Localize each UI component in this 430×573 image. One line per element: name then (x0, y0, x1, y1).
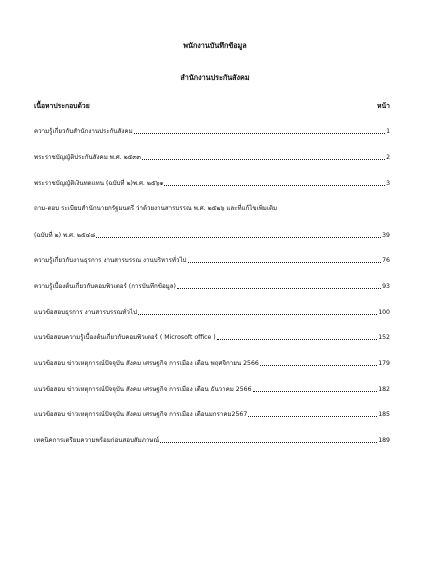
toc-leader-dots (248, 416, 377, 417)
toc-entry-page: 3 (386, 179, 390, 187)
toc-entry-page: 1 (386, 127, 390, 135)
toc-entry (34, 434, 390, 444)
toc-leader-dots (160, 442, 377, 443)
document-subtitle: สำนักงานประกันสังคม (180, 73, 250, 82)
toc-entry-page: 185 (378, 410, 390, 418)
toc-header-page: หน้า (377, 102, 390, 110)
toc-entry (34, 229, 390, 239)
toc-entry-label: แนวข้อสอบความรู้เบื้องต้นเกี่ยวกับคอมพิวเตอร์ ( Microsoft office ) (34, 333, 216, 341)
toc-entry-page: 182 (378, 385, 390, 393)
toc-entry (34, 408, 390, 418)
document-title: พนักงานบันทึกข้อมูล (183, 41, 247, 50)
toc-entry (34, 254, 390, 264)
toc-leader-dots (164, 185, 385, 186)
toc-entry-label: แนวข้อสอบธุรการ งานสารบรรณทั่วไป (34, 308, 137, 316)
toc-entry-page: 93 (382, 282, 390, 290)
toc-leader-dots (188, 262, 382, 263)
toc-entry (34, 306, 390, 316)
toc-entry-label: ความรู้เบื้องต้นเกี่ยวกับคอมพิวเตอร์ (การบันทึกข้อมูล) (34, 282, 176, 290)
toc-entry-label: พระราชบัญญัติเงินทดแทน (ฉบับที่ ๒)พ.ศ. ๒๕๖๑ (34, 179, 164, 187)
toc-leader-dots (134, 133, 385, 134)
toc-entry (34, 331, 390, 341)
toc-entry-label: แนวข้อสอบ ข่าวเหตุการณ์ปัจจุบัน สังคม เศรษฐกิจ การเมือง เดือน ธันวาคม 2566 (34, 385, 252, 393)
toc-entry-page: 39 (382, 231, 390, 239)
toc-entry-label: (ฉบับที่ ๒) พ.ศ. ๒๕๔๘ (34, 231, 96, 239)
toc-entry-page: 2 (386, 153, 390, 161)
toc-entry (34, 177, 390, 187)
toc-entry-label: แนวข้อสอบ ข่าวเหตุการณ์ปัจจุบัน สังคม เศรษฐกิจ การเมือง เดือน พฤศจิกายน 2566 (34, 359, 259, 367)
toc-entry-page: 189 (378, 436, 390, 444)
toc-entry-label: ความรู้เกี่ยวกับงานธุรการ งานสารบรรณ งานบริหารทั่วไป (34, 256, 187, 264)
toc-leader-dots (260, 365, 377, 366)
toc-entry-page: 100 (378, 308, 390, 316)
toc-entry-label: ความรู้เกี่ยวกับสำนักงานประกันสังคม (34, 127, 133, 135)
toc-leader-dots (142, 159, 385, 160)
toc-entry-label: เทคนิคการเตรียมความพร้อมก่อนสอบสัมภาษณ์ (34, 436, 160, 444)
toc-header (34, 100, 390, 110)
toc-entry-label: พระราชบัญญัติประกันสังคม พ.ศ. ๒๕๓๓ (34, 153, 141, 161)
toc-entry-label: ถาม-ตอบ ระเบียบสำนักนายกรัฐมนตรี ว่าด้วยงานสารบรรณ พ.ศ. ๒๕๒๖ และที่แก้ไขเพิ่มเติม (34, 204, 278, 212)
toc-leader-dots (138, 314, 377, 315)
toc-entry-label: แนวข้อสอบ ข่าวเหตุการณ์ปัจจุบัน สังคม เศรษฐกิจ การเมือง เดือนมกราคม2567 (34, 410, 248, 418)
toc-entry-page: 179 (378, 359, 390, 367)
toc-entry (34, 125, 390, 135)
toc-entry (34, 383, 390, 393)
toc-leader-dots (217, 339, 377, 340)
toc-entry (34, 151, 390, 161)
toc-entry (34, 202, 390, 212)
toc-leader-dots (177, 288, 381, 289)
toc-leader-dots (253, 391, 378, 392)
toc-entry-page: 152 (378, 333, 390, 341)
toc-entry (34, 280, 390, 290)
toc-entry-page: 76 (382, 256, 390, 264)
toc-entry (34, 357, 390, 367)
toc-leader-dots (96, 237, 381, 238)
toc-header-label: เนื้อหาประกอบด้วย (34, 102, 90, 110)
